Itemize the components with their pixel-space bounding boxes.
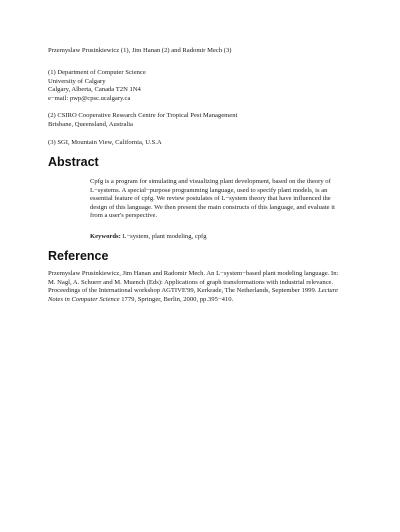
affiliation-line: University of Calgary — [48, 77, 106, 85]
authors-line: Przemyslaw Prusinkiewicz (1), Jim Hanan (2) and Radomir Mech (3) — [48, 47, 232, 54]
abstract-heading: Abstract — [48, 155, 99, 169]
abstract-body — [90, 178, 358, 221]
affiliation-line: (1) Department of Computer Science — [48, 69, 146, 76]
affiliation-email: e−mail: pwp@cpsc.ucalgary.ca — [48, 94, 131, 102]
author-list — [48, 47, 360, 56]
reference-line: Proceedings of the International workshop AGTIVE'99, Kerkrade, The Netherlands, September 1999. — [48, 287, 319, 295]
affiliation-line: (2) CSIRO Cooperative Research Centre for Tropical Pest Management — [48, 112, 238, 119]
affiliation-calgary — [48, 69, 360, 103]
reference-body — [48, 270, 360, 304]
keywords-line — [90, 233, 358, 242]
reference-line: M. Nagl, A. Schuerr and M. Muench (Eds): Applications of graph transformations with industrial relevance. — [48, 278, 334, 286]
abstract-line: design of this language. We then present the main constructs of this language, and evaluate it — [90, 203, 335, 211]
reference-heading: Reference — [48, 249, 109, 263]
affiliation-sgi — [48, 139, 360, 148]
keywords-value: L−system, plant modeling, cpfg — [120, 233, 207, 240]
affiliation-line: Calgary, Alberta, Canada T2N 1N4 — [48, 86, 141, 94]
reference-line: Przemyslaw Prusinkiewicz, Jim Hanan and Radomir Mech. An L−system−based plant modeling language. In: — [48, 270, 339, 277]
abstract-line: Cpfg is a program for simulating and visualizing plant development, based on the theory of — [90, 178, 331, 185]
keywords-label: Keywords: — [90, 233, 121, 240]
abstract-line: from a user's perspective. — [90, 212, 158, 220]
abstract-line: L−systems. A special−purpose programming language, used to specify plant models, is an — [90, 186, 328, 194]
affiliation-line: Brisbane, Queensland, Australia — [48, 120, 133, 128]
reference-line: 1779, Springer, Berlin, 2000, pp.395−410. — [119, 295, 234, 303]
abstract-line: essential feature of cpfg. We review postulates of L−system theory that have influenced the — [90, 195, 331, 203]
reference-series-italic: Lecture — [318, 287, 338, 295]
reference-series-italic: Notes in Computer Science — [48, 295, 120, 303]
affiliation-line: (3) SGI, Mountain View, California, U.S.A — [48, 139, 162, 146]
affiliation-csiro — [48, 112, 360, 129]
